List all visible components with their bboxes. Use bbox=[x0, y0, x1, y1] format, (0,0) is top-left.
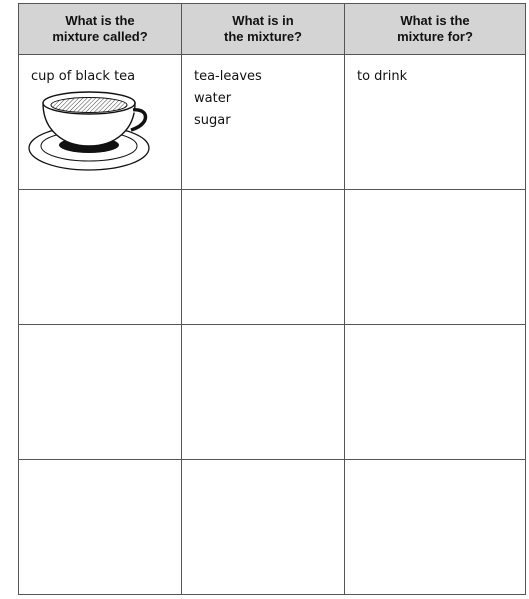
header-mixture-name bbox=[19, 4, 182, 55]
header-mixture-contents bbox=[182, 4, 345, 55]
blank-cell-purpose[interactable] bbox=[345, 190, 526, 325]
example-row bbox=[19, 55, 526, 190]
cell-mixture-purpose bbox=[345, 55, 526, 190]
cell-mixture-contents bbox=[182, 55, 345, 190]
header-line: What is the bbox=[65, 13, 135, 28]
blank-cell-name[interactable] bbox=[19, 325, 182, 460]
cup-of-tea-icon bbox=[27, 90, 157, 176]
purpose-text: to drink bbox=[357, 69, 408, 84]
ingredient-text: sugar bbox=[194, 113, 231, 128]
header-row bbox=[19, 4, 526, 55]
ingredient-text: tea-leaves bbox=[194, 69, 262, 84]
mixture-name-text: cup of black tea bbox=[31, 69, 136, 84]
blank-row bbox=[19, 190, 526, 325]
header-mixture-purpose bbox=[345, 4, 526, 55]
mixtures-table bbox=[18, 3, 526, 595]
blank-cell-contents[interactable] bbox=[182, 460, 345, 595]
cell-mixture-name bbox=[19, 55, 182, 190]
blank-cell-purpose[interactable] bbox=[345, 325, 526, 460]
header-line: mixture for? bbox=[397, 29, 473, 44]
ingredient-text: water bbox=[194, 91, 232, 106]
header-line: mixture called? bbox=[52, 29, 148, 44]
mixtures-worksheet bbox=[18, 3, 525, 597]
header-line: the mixture? bbox=[223, 29, 302, 44]
blank-cell-name[interactable] bbox=[19, 190, 182, 325]
blank-row bbox=[19, 325, 526, 460]
blank-cell-purpose[interactable] bbox=[345, 460, 526, 595]
blank-cell-contents[interactable] bbox=[182, 190, 345, 325]
header-line: What is in bbox=[232, 13, 294, 28]
blank-row bbox=[19, 460, 526, 595]
header-line: What is the bbox=[400, 13, 470, 28]
blank-cell-contents[interactable] bbox=[182, 325, 345, 460]
blank-cell-name[interactable] bbox=[19, 460, 182, 595]
